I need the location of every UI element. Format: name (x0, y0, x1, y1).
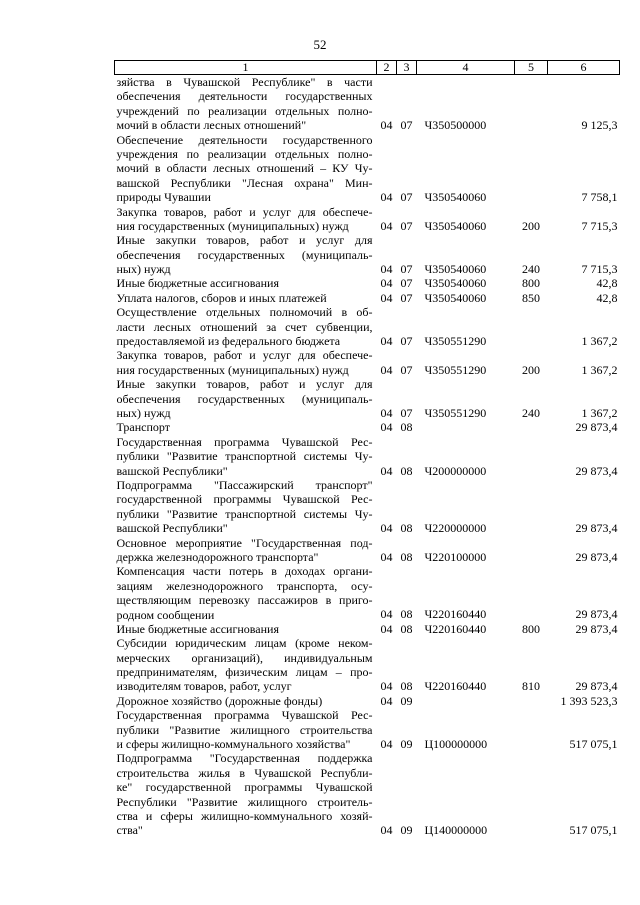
item-name-line: ных) нужд (116, 262, 171, 277)
item-name-line: природы Чувашии (116, 190, 211, 205)
item-name-cell (115, 205, 377, 234)
expense-type-cell: 200 (522, 362, 540, 377)
amount-cell: 7 715,3 (581, 218, 618, 233)
subsection-code-cell: 09 (400, 737, 413, 752)
item-name-line: вашской Республики" (116, 463, 228, 478)
table-row (115, 75, 620, 133)
amount-cell: 29 873,4 (575, 521, 618, 536)
subsection-code-cell: 07 (400, 118, 413, 133)
amount-cell: 9 125,3 (581, 118, 618, 133)
amount-cell: 1 393 523,3 (560, 693, 618, 708)
item-name-line: ния государственных (муниципальных) нужд (116, 218, 349, 233)
item-name-line: Закупка товаров, работ и услуг для обеспече- (116, 204, 373, 219)
item-name-line: Республики "Развитие жилищного строитель- (116, 794, 373, 809)
target-article-cell: Ч350551290 (424, 406, 487, 420)
item-name-line: Компенсация части потерь в доходах органи- (116, 564, 373, 579)
expense-type-cell (515, 536, 548, 565)
item-name-line: зациям железнодорожного транспорта, осу- (116, 578, 373, 593)
subsection-code-cell: 07 (400, 334, 413, 349)
item-name-line: держка железнодорожного транспорта" (116, 549, 319, 564)
expense-type-cell: 850 (522, 290, 540, 305)
table-row (115, 564, 620, 622)
section-code-cell: 04 (380, 607, 393, 622)
item-name-cell (115, 622, 377, 636)
item-name-cell (115, 536, 377, 565)
item-name-line: ния государственных (муниципальных) нужд (116, 362, 349, 377)
section-code-cell: 04 (380, 463, 393, 478)
target-article-cell (417, 694, 515, 708)
item-name-line: Государственная программа Чувашской Рес- (116, 708, 373, 723)
table-row (115, 694, 620, 708)
table-row (115, 205, 620, 234)
item-name-line: предоставляемой из федерального бюджета (116, 334, 341, 349)
item-name-cell (115, 478, 377, 536)
amount-cell: 29 873,4 (575, 549, 618, 564)
item-name-cell (115, 435, 377, 478)
item-name-cell (115, 75, 377, 133)
table-row (115, 133, 620, 205)
section-code-cell: 04 (380, 737, 393, 752)
item-name-line: вашской Республики" (116, 521, 228, 536)
item-name-line: ных) нужд (116, 406, 171, 421)
subsection-code-cell: 08 (400, 420, 413, 435)
amount-cell: 29 873,4 (575, 607, 618, 622)
item-name-line: мочий в области лесных отношений – КУ Чу- (116, 161, 373, 176)
table-row (115, 377, 620, 420)
header-cell-5: 5 (515, 61, 548, 75)
expense-type-cell (515, 75, 548, 133)
subsection-code-cell: 08 (400, 679, 413, 694)
expense-type-cell: 810 (522, 679, 540, 694)
header-cell-6: 6 (548, 61, 620, 75)
table-row (115, 233, 620, 276)
section-code-cell: 04 (380, 420, 393, 435)
target-article-cell: Ч220000000 (424, 521, 487, 536)
item-name-line: Закупка товаров, работ и услуг для обеспече- (116, 348, 373, 363)
expense-type-cell (515, 694, 548, 708)
header-cell-3: 3 (397, 61, 417, 75)
table-row (115, 276, 620, 290)
target-article-cell: Ч220160440 (424, 679, 487, 694)
target-article-cell: Ч350551290 (424, 334, 487, 349)
item-name-line: Основное мероприятие "Государственная под- (116, 535, 373, 550)
amount-cell: 517 075,1 (569, 737, 618, 752)
target-article-cell: Ч350540060 (424, 218, 487, 233)
table-row (115, 751, 620, 837)
item-name-cell (115, 233, 377, 276)
target-article-cell: Ц140000000 (424, 823, 488, 838)
item-name-line: публики "Развитие транспортной системы Чу- (116, 506, 373, 521)
table-row (115, 478, 620, 536)
subsection-code-cell: 08 (400, 621, 413, 636)
expense-type-cell: 240 (522, 262, 540, 277)
item-name-line: ке" государственной программы Чувашской (116, 780, 373, 795)
amount-cell: 1 367,2 (581, 362, 618, 377)
header-cell-2: 2 (377, 61, 397, 75)
target-article-cell: Ч220160440 (424, 621, 487, 636)
header-cell-4: 4 (417, 61, 515, 75)
table-row (115, 305, 620, 348)
item-name-line: мочий в области лесных отношений" (116, 118, 307, 133)
subsection-code-cell: 07 (400, 276, 413, 291)
table-row (115, 420, 620, 434)
subsection-code-cell: 08 (400, 549, 413, 564)
budget-table (114, 60, 620, 838)
item-name-line: ства и сферы жилищно-коммунального хозяй- (116, 809, 373, 823)
section-code-cell: 04 (380, 218, 393, 233)
amount-cell: 29 873,4 (575, 621, 618, 636)
item-name-line: Уплата налогов, сборов и иных платежей (116, 290, 327, 305)
item-name-line: предпринимателям, физическим лицам – про- (116, 665, 373, 680)
section-code-cell: 04 (380, 621, 393, 636)
item-name-line: Государственная программа Чувашской Рес- (116, 434, 373, 449)
table-row (115, 435, 620, 478)
item-name-line: Транспорт (116, 420, 170, 435)
expense-type-cell (515, 708, 548, 751)
section-code-cell: 04 (380, 693, 393, 708)
item-name-line: обеспечения деятельности государственных (116, 89, 373, 104)
item-name-line: Подпрограмма "Пассажирский транспорт" (116, 477, 373, 492)
subsection-code-cell: 08 (400, 607, 413, 622)
item-name-line: Подпрограмма "Государственная поддержка (116, 751, 373, 766)
subsection-code-cell: 07 (400, 218, 413, 233)
expense-type-cell (515, 435, 548, 478)
section-code-cell: 04 (380, 262, 393, 277)
item-name-cell (115, 694, 377, 708)
table-row (115, 636, 620, 694)
section-code-cell: 04 (380, 118, 393, 133)
amount-cell: 7 715,3 (581, 262, 618, 277)
subsection-code-cell: 08 (400, 463, 413, 478)
section-code-cell: 04 (380, 549, 393, 564)
target-article-cell: Ч350551290 (424, 362, 487, 377)
item-name-line: строительства жилья в Чувашской Республи- (116, 765, 373, 780)
item-name-line: учреждений по реализации отдельных полно- (116, 103, 373, 118)
item-name-line: публики "Развитие транспортной системы Чу- (116, 449, 373, 464)
item-name-line: публики "Развитие жилищного строительства (116, 722, 373, 737)
item-name-line: обеспечения государственных (муниципаль- (116, 247, 373, 262)
item-name-cell (115, 291, 377, 305)
item-name-cell (115, 305, 377, 348)
amount-cell: 29 873,4 (575, 420, 618, 435)
target-article-cell: Ч350540060 (424, 290, 487, 305)
target-article-cell: Ч350540060 (424, 190, 487, 205)
amount-cell: 42,8 (596, 290, 618, 305)
section-code-cell: 04 (380, 190, 393, 205)
target-article-cell: Ч350500000 (424, 118, 487, 133)
expense-type-cell (515, 420, 548, 434)
target-article-cell: Ч220160440 (424, 607, 487, 622)
table-row (115, 708, 620, 751)
section-code-cell: 04 (380, 362, 393, 377)
item-name-cell (115, 377, 377, 420)
subsection-code-cell: 07 (400, 290, 413, 305)
item-name-cell (115, 751, 377, 837)
amount-cell: 29 873,4 (575, 679, 618, 694)
table-row (115, 536, 620, 565)
item-name-line: Иные закупки товаров, работ и услуг для (116, 233, 373, 248)
target-article-cell: Ч350540060 (424, 262, 487, 277)
subsection-code-cell: 09 (400, 693, 413, 708)
amount-cell: 42,8 (596, 276, 618, 291)
expense-type-cell: 240 (522, 406, 540, 420)
item-name-line: Субсидии юридическим лицам (кроме неком- (116, 636, 373, 651)
subsection-code-cell: 08 (400, 521, 413, 536)
subsection-code-cell: 09 (400, 823, 413, 838)
item-name-line: ласти лесных отношений за счет субвенции, (116, 319, 373, 334)
section-code-cell: 04 (380, 823, 393, 838)
target-article-cell: Ц100000000 (424, 737, 488, 752)
table-row (115, 348, 620, 377)
item-name-cell (115, 133, 377, 205)
item-name-line: учреждения по реализации отдельных полно- (116, 146, 373, 161)
subsection-code-cell: 07 (400, 362, 413, 377)
item-name-line: Иные бюджетные ассигнования (116, 276, 279, 291)
item-name-line: государственной программы Чувашской Рес- (116, 492, 373, 507)
item-name-line: зяйства в Чувашской Республике" в части (116, 75, 373, 89)
item-name-line: мерческих организаций), индивидуальным (116, 650, 373, 665)
table-row (115, 622, 620, 636)
expense-type-cell (515, 133, 548, 205)
target-article-cell (417, 420, 515, 434)
item-name-line: Обеспечение деятельности государственного (116, 132, 373, 147)
expense-type-cell: 200 (522, 218, 540, 233)
item-name-line: вашской Республики "Лесная охрана" Мин- (116, 175, 373, 190)
subsection-code-cell: 07 (400, 190, 413, 205)
section-code-cell: 04 (380, 521, 393, 536)
section-code-cell: 04 (380, 334, 393, 349)
amount-cell: 1 367,2 (581, 334, 618, 349)
target-article-cell: Ч220100000 (424, 549, 487, 564)
header-cell-1: 1 (115, 61, 377, 75)
item-name-line: Иные закупки товаров, работ и услуг для (116, 377, 373, 392)
target-article-cell: Ч350540060 (424, 276, 487, 291)
section-code-cell: 04 (380, 406, 393, 420)
amount-cell: 1 367,2 (581, 406, 618, 420)
section-code-cell: 04 (380, 276, 393, 291)
amount-cell: 29 873,4 (575, 463, 618, 478)
item-name-line: Дорожное хозяйство (дорожные фонды) (116, 693, 323, 708)
item-name-cell (115, 708, 377, 751)
item-name-cell (115, 420, 377, 434)
subsection-code-cell: 07 (400, 406, 413, 420)
item-name-line: изводителям товаров, работ, услуг (116, 679, 292, 694)
item-name-cell (115, 636, 377, 694)
item-name-line: и сферы жилищно-коммунального хозяйства" (116, 737, 351, 752)
amount-cell: 517 075,1 (569, 823, 618, 838)
expense-type-cell (515, 564, 548, 622)
item-name-line: обеспечения государственных (муниципаль- (116, 391, 373, 406)
header-row (115, 61, 620, 75)
item-name-line: ства" (116, 823, 143, 838)
expense-type-cell: 800 (522, 621, 540, 636)
target-article-cell: Ч200000000 (424, 463, 487, 478)
subsection-code-cell: 07 (400, 262, 413, 277)
item-name-cell (115, 564, 377, 622)
expense-type-cell (515, 751, 548, 837)
expense-type-cell (515, 305, 548, 348)
table-row (115, 291, 620, 305)
section-code-cell: 04 (380, 679, 393, 694)
amount-cell: 7 758,1 (581, 190, 618, 205)
item-name-line: Иные бюджетные ассигнования (116, 621, 279, 636)
section-code-cell: 04 (380, 290, 393, 305)
page-number: 52 (313, 37, 327, 52)
expense-type-cell (515, 478, 548, 536)
item-name-cell (115, 276, 377, 290)
item-name-line: родном сообщении (116, 607, 215, 622)
item-name-cell (115, 348, 377, 377)
expense-type-cell: 800 (522, 276, 540, 291)
item-name-line: Осуществление отдельных полномочий в об- (116, 305, 373, 320)
item-name-line: ществляющим перевозку пассажиров в приго- (116, 593, 373, 608)
